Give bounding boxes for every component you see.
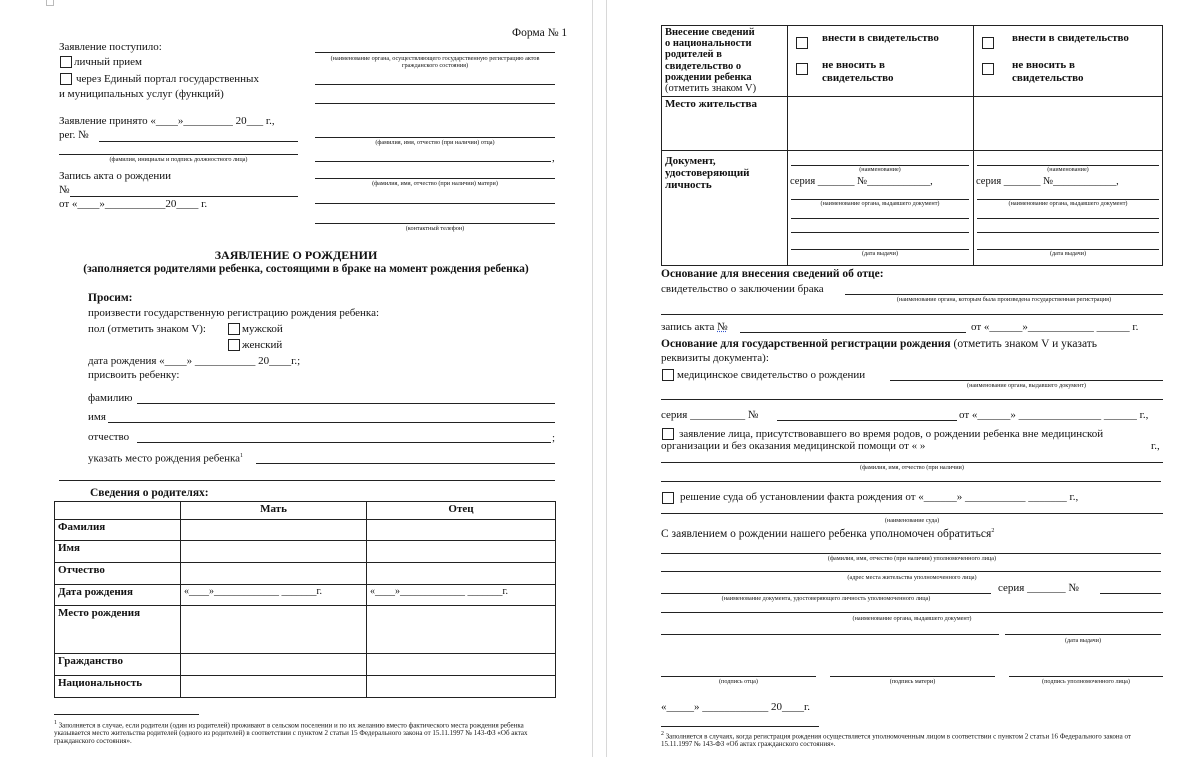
father-include-checkbox[interactable] — [982, 37, 994, 49]
court-caption: (наименование суда) — [884, 517, 940, 524]
medical-number-field[interactable] — [777, 420, 957, 421]
footnote-separator-2 — [661, 726, 819, 727]
table-corner-cell — [55, 502, 181, 520]
row-label-birthplace: Место рождения — [55, 606, 181, 654]
mother-doc-issuer-field-3[interactable] — [791, 232, 969, 233]
nationality-label-4: свидетельство о — [665, 60, 742, 72]
basis-heading-rest: (отметить знаком V и указать — [953, 338, 1098, 350]
witness-text-1: заявление лица, присутствовавшего во время родов, о рождении ребенка вне медицинской — [679, 428, 1104, 440]
father-exclude-checkbox[interactable] — [982, 63, 994, 75]
row-label-name: Имя — [55, 541, 181, 563]
father-patronymic-cell[interactable] — [367, 563, 556, 585]
patronymic-semicolon: ; — [552, 432, 556, 444]
document-label-1: Документ, — [665, 155, 716, 167]
footnote-1 — [54, 720, 556, 745]
authorized-date-caption: (дата выдачи) — [1064, 637, 1102, 644]
patronymic-label: отчество — [88, 431, 130, 443]
authorized-doc-caption: (наименование документа, удостоверяющего личность уполномоченного лица) — [721, 595, 931, 602]
father-document-cell — [974, 151, 1163, 266]
record-label — [661, 322, 728, 334]
father-name-cell[interactable] — [367, 541, 556, 563]
nationality-label-1: Внесение сведений — [665, 27, 755, 38]
witness-caption: (фамилия, имя, отчество (при наличии) — [860, 464, 964, 471]
parents-extra-table — [661, 25, 1163, 266]
father-surname-cell[interactable] — [367, 520, 556, 541]
authorized-date-field[interactable] — [1005, 634, 1161, 635]
father-doc-issuer-caption: (наименование органа, выдавшего документ) — [1008, 200, 1128, 207]
phone-caption: (контактный телефон) — [405, 225, 465, 232]
authorized-doc-number-field[interactable] — [1100, 593, 1161, 594]
official-caption: (фамилия, инициалы и подпись должностного лица) — [109, 156, 248, 163]
marriage-cert-field-2[interactable] — [661, 314, 1163, 315]
authorized-address-caption: (адрес места жительства уполномоченного лица) — [847, 574, 977, 581]
form-subtitle: (заполняется родителями ребенка, состоящими в браке на момент рождения ребенка) — [83, 263, 529, 275]
row-label-nationality: Национальность — [55, 676, 181, 698]
birthplace-text: указать место рождения ребенка — [88, 452, 241, 465]
authorized-label — [661, 528, 994, 540]
footnote-separator — [54, 714, 199, 715]
mother-nationality-choice — [788, 26, 974, 97]
footnote-ref-1: 1 — [240, 453, 244, 459]
father-nationality-cell[interactable] — [367, 676, 556, 698]
mother-signature-caption: (подпись матери) — [889, 678, 936, 685]
authorized-issuer-caption: (наименование органа, выдавшего документ) — [852, 615, 972, 622]
male-checkbox[interactable] — [228, 323, 240, 335]
authorized-series: серия _______ № — [998, 582, 1079, 594]
patronymic-field[interactable] — [137, 442, 551, 443]
father-signature-field[interactable] — [661, 676, 816, 677]
record-no-field[interactable] — [740, 332, 966, 333]
footnote-2 — [661, 731, 1163, 748]
father-doc-series[interactable]: серия _______ №____________, — [976, 176, 1119, 187]
page-corner-marker — [46, 0, 54, 6]
father-exclude-label-1: не вносить в — [1012, 59, 1075, 71]
court-field[interactable] — [661, 513, 1163, 514]
sex-label: пол (отметить знаком V): — [88, 323, 206, 335]
authorized-address-field[interactable] — [661, 571, 1161, 572]
authority-field-3[interactable] — [315, 103, 555, 104]
mother-document-cell — [788, 151, 974, 266]
mother-include-label: внести в свидетельство — [822, 32, 939, 44]
record-no-mark: № — [717, 321, 728, 333]
received-label: Заявление поступило: — [59, 41, 162, 53]
court-text: решение суда об установлении факта рождения от «______» ___________ _______ г., — [680, 491, 1079, 503]
medical-cert-caption: (наименование органа, выдавшего документ) — [967, 382, 1086, 389]
nationality-label-5: рождении ребенка — [665, 71, 752, 83]
authority-caption: (наименование органа, осуществляющего государственную регистрацию актов гражданского состояния) — [330, 55, 540, 70]
authority-field-2[interactable] — [315, 84, 555, 85]
father-nationality-choice — [974, 26, 1163, 97]
marriage-cert-field[interactable] — [845, 294, 1163, 295]
document-row-label — [662, 151, 788, 266]
personal-label: личный прием — [74, 56, 142, 68]
medical-cert-label: медицинское свидетельство о рождении — [677, 369, 866, 381]
surname-label: фамилию — [88, 392, 133, 404]
mother-patronymic-cell[interactable] — [181, 563, 367, 585]
mother-exclude-label-2: свидетельство — [822, 72, 894, 84]
father-citizenship-cell[interactable] — [367, 654, 556, 676]
accepted-line: Заявление принято «____»_________ 20___ г., — [59, 115, 275, 127]
nationality-label-2: о национальности — [665, 38, 752, 50]
birth-record-label: Запись акта о рождении — [59, 170, 172, 182]
authorized-signature-field[interactable] — [1009, 676, 1163, 677]
assign-label: присвоить ребенку: — [88, 369, 180, 381]
footnote-mark-2: 2 — [661, 731, 664, 737]
footnote-ref-2: 2 — [991, 528, 995, 535]
row-label-dob: Дата рождения — [55, 585, 181, 606]
medical-cert-field[interactable] — [890, 380, 1163, 381]
page-gap — [592, 0, 607, 757]
parents-info-label: Сведения о родителях: — [90, 487, 209, 499]
residence-row-label: Место жительства — [662, 97, 788, 151]
given-name-label: имя — [88, 411, 106, 423]
father-doc-date-caption: (дата выдачи) — [1049, 250, 1087, 257]
record-no-label: № — [59, 184, 70, 196]
authorized-issuer-field[interactable] — [661, 634, 999, 635]
father-doc-issuer-field-3[interactable] — [977, 232, 1159, 233]
parents-table — [54, 501, 556, 698]
mother-exclude-checkbox[interactable] — [796, 63, 808, 75]
authorized-signature-caption: (подпись уполномоченного лица) — [1042, 678, 1130, 685]
mother-doc-name-caption: (наименование) — [859, 166, 901, 173]
mother-include-checkbox[interactable] — [796, 37, 808, 49]
col-father: Отец — [367, 502, 556, 520]
father-basis-heading: Основание для внесения сведений об отце: — [661, 268, 884, 280]
row-label-citizenship: Гражданство — [55, 654, 181, 676]
father-signature-caption: (подпись отца) — [718, 678, 758, 685]
col-mother: Мать — [181, 502, 367, 520]
portal-checkbox[interactable] — [60, 73, 72, 85]
birthplace-field[interactable] — [256, 463, 555, 464]
phone-field[interactable] — [315, 223, 555, 224]
form-page-right — [607, 0, 1200, 757]
record-number-field[interactable] — [70, 196, 298, 197]
portal-label-1: через Единый портал государственных — [76, 73, 259, 85]
medical-cert-checkbox[interactable] — [662, 369, 674, 381]
marriage-cert-label: свидетельство о заключении брака — [661, 283, 824, 295]
mother-exclude-label-1: не вносить в — [822, 59, 885, 71]
footnote-2-text: Заполняется в случаях, когда регистрация рождения осуществляется уполномоченным лицом в соответствии с пунктом 2 статьи 16 Федерального закона от 15.11.1997 № 143-ФЗ «Об актах гражданского состояния». — [661, 732, 1131, 749]
mother-name-cell[interactable] — [181, 541, 367, 563]
signature-date[interactable]: «_____» ____________ 20____г. — [661, 701, 811, 713]
birthplace-field-2[interactable] — [59, 480, 555, 481]
mother-dob-cell[interactable]: «____»_____________ _______г. — [181, 585, 367, 606]
mother-surname-cell[interactable] — [181, 520, 367, 541]
record-from: от «______»____________ ______ г. — [971, 321, 1139, 333]
witness-field-2[interactable] — [661, 481, 1161, 482]
authorized-fio-field[interactable] — [661, 553, 1161, 554]
mother-doc-date-caption: (дата выдачи) — [861, 250, 899, 257]
surname-field[interactable] — [137, 403, 555, 404]
basis-line-2: реквизиты документа): — [661, 352, 769, 364]
reg-number-field[interactable] — [99, 141, 298, 142]
authorized-doc-field[interactable] — [661, 593, 991, 594]
nationality-label-3: родителей в — [665, 49, 722, 61]
mother-doc-issuer-caption: (наименование органа, выдавшего документ) — [820, 200, 940, 207]
authority-field[interactable] — [315, 52, 555, 53]
mother-caption: (фамилия, имя, отчество (при наличии) матери) — [372, 180, 498, 187]
basis-heading — [661, 338, 1097, 350]
mother-nationality-cell[interactable] — [181, 676, 367, 698]
father-name-field[interactable] — [315, 137, 555, 138]
witness-field[interactable] — [661, 462, 1163, 463]
medical-from: от «______» _______________ ______ г., — [959, 409, 1149, 421]
portal-label-2: и муниципальных услуг (функций) — [59, 88, 224, 100]
father-doc-issuer-field-2[interactable] — [977, 218, 1159, 219]
witness-year: г., — [1151, 440, 1160, 452]
mother-birthplace-cell[interactable] — [181, 606, 367, 654]
father-name-field-2[interactable] — [315, 161, 551, 162]
document-label-2: удостоверяющий — [665, 166, 750, 179]
footnote-1-text: Заполняется в случае, если родители (один из родителей) проживают в сельском поселении и по их желанию вместо фактического места рождения ребенка указывается место жительства родителей (одного из родителей) в соответствии с пунктом 2 статьи 15 Федерального закона от 15.11.1997 № 143-ФЗ «Об актах гражданского состояния». — [54, 721, 528, 746]
authorized-doc-field-2[interactable] — [661, 612, 1163, 613]
mother-citizenship-cell[interactable] — [181, 654, 367, 676]
official-field[interactable] — [59, 154, 298, 155]
form-page-left — [0, 0, 592, 757]
row-label-patronymic: Отчество — [55, 563, 181, 585]
mother-name-field-2[interactable] — [315, 203, 555, 204]
personal-checkbox[interactable] — [60, 56, 72, 68]
record-date-line: от «____»___________20____ г. — [59, 198, 208, 210]
mother-doc-series[interactable]: серия _______ №____________, — [790, 176, 933, 187]
mother-residence-cell[interactable] — [788, 97, 974, 151]
father-include-label: внести в свидетельство — [1012, 32, 1129, 44]
witness-text-2: организации и без оказания медицинской помощи от « » — [661, 440, 926, 452]
medical-cert-field-2[interactable] — [661, 399, 1163, 400]
mother-signature-field[interactable] — [830, 676, 995, 677]
produce-text: произвести государственную регистрацию рождения ребенка: — [88, 307, 380, 319]
medical-series: серия __________ № — [661, 409, 759, 421]
document-label-3: личность — [665, 178, 712, 191]
father-dob-cell[interactable]: «____»_____________ _______г. — [367, 585, 556, 606]
basis-heading-bold: Основание для государственной регистрации рождения — [661, 338, 951, 350]
row-label-surname: Фамилия — [55, 520, 181, 541]
given-name-field[interactable] — [108, 422, 555, 423]
mother-name-field[interactable] — [315, 178, 555, 179]
birthplace-label — [88, 453, 243, 465]
female-checkbox[interactable] — [228, 339, 240, 351]
father-residence-cell[interactable] — [974, 97, 1163, 151]
authorized-text: С заявлением о рождении нашего ребенка уполномочен обратиться — [661, 528, 992, 540]
authorized-fio-caption: (фамилия, имя, отчество (при наличии) уполномоченного лица) — [827, 555, 997, 562]
nationality-label-6: (отметить знаком V) — [665, 83, 757, 95]
nationality-row-label — [662, 26, 788, 97]
ask-label: Просим: — [88, 292, 133, 304]
reg-label: рег. № — [59, 129, 89, 141]
father-exclude-label-2: свидетельство — [1012, 72, 1084, 84]
female-label: женский — [242, 339, 283, 351]
marriage-cert-caption: (наименование органа, которым была произведена государственная регистрация) — [896, 296, 1112, 303]
court-checkbox[interactable] — [662, 492, 674, 504]
father-birthplace-cell[interactable] — [367, 606, 556, 654]
record-prefix: запись акта — [661, 321, 715, 333]
father-comma: , — [552, 152, 555, 164]
male-label: мужской — [242, 323, 283, 335]
dob-line: дата рождения «____» ___________ 20____г.; — [88, 355, 301, 367]
form-title: ЗАЯВЛЕНИЕ О РОЖДЕНИИ — [214, 248, 378, 262]
footnote-mark-1: 1 — [54, 720, 57, 726]
father-doc-name-caption: (наименование) — [1047, 166, 1089, 173]
father-caption: (фамилия, имя, отчество (при наличии) отца) — [375, 139, 495, 146]
form-number: Форма № 1 — [512, 27, 568, 39]
mother-doc-issuer-field-2[interactable] — [791, 218, 969, 219]
witness-checkbox[interactable] — [662, 428, 674, 440]
